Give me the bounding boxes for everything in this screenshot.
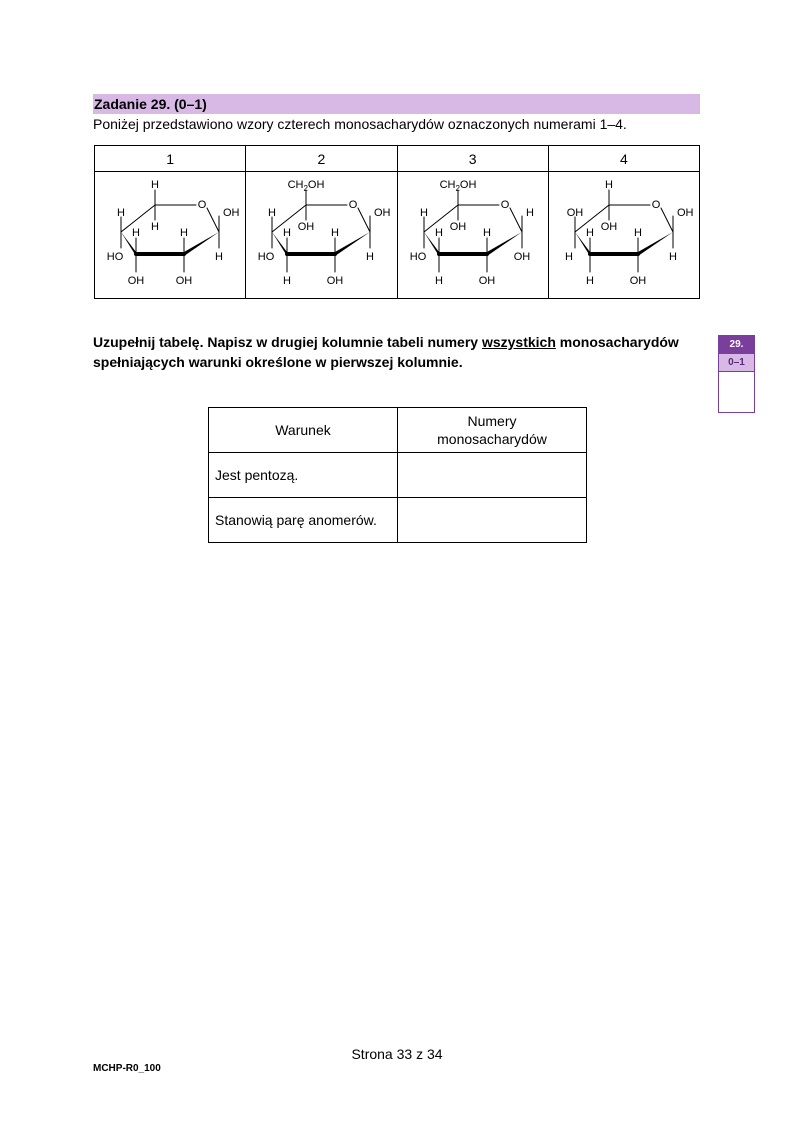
label-c5-down: OH — [600, 221, 617, 233]
label-c3-down: H — [585, 275, 594, 287]
structure-cell-1 — [95, 172, 246, 299]
answer-table — [208, 407, 587, 543]
instruction-part2: monosacharydów spełniających warunki określone w pierwszej kolumnie. — [93, 334, 679, 370]
structure-number-3: 3 — [397, 146, 548, 172]
label-c2-down: OH — [629, 275, 646, 287]
label-c2-up: H — [633, 227, 642, 239]
label-c2-up: H — [331, 227, 340, 239]
label-c3-down: H — [434, 275, 443, 287]
answer-condition-1: Jest pentozą. — [209, 453, 398, 498]
haworth-structure-3 — [398, 172, 548, 298]
label-c3-down: H — [283, 275, 292, 287]
label-c3-up: H — [132, 227, 140, 239]
ring-bond-c1-c2 — [335, 232, 370, 256]
score-field[interactable] — [719, 372, 754, 413]
ring-bond-c1-c2 — [638, 232, 673, 256]
instruction-part1: Uzupełnij tabelę. Napisz w drugiej kolumnie tabeli numery — [93, 334, 482, 350]
task-intro: Poniżej przedstawiono wzory czterech monosacharydów oznaczonych numerami 1–4. — [93, 116, 627, 132]
haworth-structure-2 — [246, 172, 396, 298]
instruction — [93, 332, 693, 372]
label-c3-down: OH — [127, 275, 145, 287]
label-c5-down: H — [151, 221, 159, 233]
answer-header-condition: Warunek — [209, 408, 398, 453]
label-c4-up: H — [117, 207, 125, 219]
score-box — [718, 335, 755, 413]
label-c2-up: H — [180, 227, 188, 239]
label-c1-up: H — [525, 207, 534, 219]
label-c3-up: H — [283, 227, 292, 239]
label-c1-down: OH — [513, 251, 530, 263]
label-c5-top: H — [151, 179, 159, 191]
label-ring-oxygen: O — [651, 199, 661, 211]
label-c3-up: H — [585, 227, 594, 239]
answer-header-numbers: Numery monosacharydów — [398, 408, 587, 453]
label-c1-down: H — [668, 251, 677, 263]
ring-bond-c1-c2 — [184, 232, 219, 256]
label-c5-top: $CH_2OH$ — [439, 179, 476, 193]
label-ring-oxygen: O — [500, 199, 509, 211]
label-c2-down: OH — [175, 275, 193, 287]
answer-field-1[interactable] — [398, 453, 587, 498]
structure-number-4: 4 — [548, 146, 699, 172]
label-c4-down: H — [564, 251, 573, 263]
ring-bond-o-c1 — [207, 208, 219, 232]
label-c5-down: OH — [298, 221, 315, 233]
structure-cell-3 — [397, 172, 548, 299]
score-points: 0–1 — [719, 354, 754, 372]
label-c5-down: OH — [449, 221, 466, 233]
label-c2-up: H — [482, 227, 491, 239]
score-task-number: 29. — [719, 336, 754, 354]
label-c1-down: H — [366, 251, 375, 263]
label-c4-up: OH — [566, 207, 583, 219]
structure-number-1: 1 — [95, 146, 246, 172]
ring-bond-o-c1 — [510, 208, 522, 232]
label-c1-up: OH — [374, 207, 391, 219]
label-c4-up: H — [268, 207, 277, 219]
ring-bond-o-c1 — [661, 208, 673, 232]
label-c1-up: OH — [676, 207, 694, 219]
label-c2-down: OH — [478, 275, 495, 287]
label-c4-down: HO — [106, 251, 124, 263]
ring-bond-o-c1 — [358, 208, 370, 232]
haworth-structure-1 — [95, 172, 245, 298]
structure-cell-4 — [548, 172, 699, 299]
page-number: Strona 33 z 34 — [351, 1046, 443, 1062]
label-c1-down: H — [215, 251, 223, 263]
answer-field-2[interactable] — [398, 498, 587, 543]
answer-condition-2: Stanowią parę anomerów. — [209, 498, 398, 543]
label-ring-oxygen: O — [348, 199, 358, 211]
label-c1-up: OH — [223, 207, 240, 219]
monosaccharide-table — [94, 145, 700, 299]
structure-cell-2 — [246, 172, 397, 299]
label-ring-oxygen: O — [197, 199, 207, 211]
label-c4-down: HO — [258, 251, 275, 263]
label-c5-top: $CH_2OH$ — [287, 179, 325, 193]
label-c5-top: H — [604, 179, 613, 191]
structure-number-2: 2 — [246, 146, 397, 172]
exam-code: MCHP-R0_100 — [93, 1063, 161, 1074]
label-c3-up: H — [434, 227, 443, 239]
instruction-underlined: wszystkich — [481, 334, 556, 350]
task-title: Zadanie 29. (0–1) — [93, 94, 700, 114]
label-c4-up: H — [419, 207, 428, 219]
haworth-structure-4 — [549, 172, 699, 298]
label-c2-down: OH — [327, 275, 344, 287]
label-c4-down: HO — [409, 251, 426, 263]
